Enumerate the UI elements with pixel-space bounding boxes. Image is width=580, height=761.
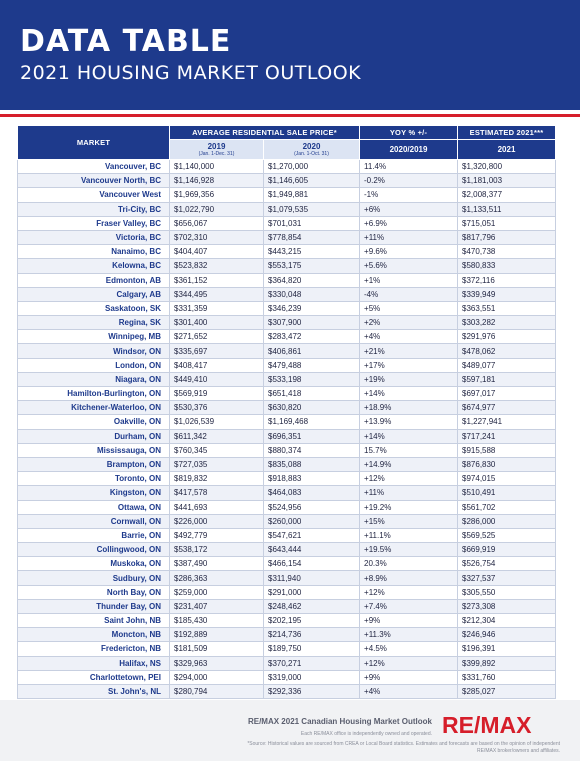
table-row (18, 443, 556, 457)
cell-price-2019: $192,889 (170, 628, 264, 642)
cell-estimate-2021: $470,738 (458, 245, 556, 259)
header-yoy: YOY % +/- (360, 126, 458, 140)
table-row (18, 543, 556, 557)
cell-yoy-change: +9% (360, 670, 458, 684)
cell-estimate-2021: $697,017 (458, 387, 556, 401)
table-row (18, 628, 556, 642)
cell-yoy-change: +1% (360, 273, 458, 287)
cell-price-2019: $819,832 (170, 472, 264, 486)
cell-estimate-2021: $327,537 (458, 571, 556, 585)
cell-market: Winnipeg, MB (18, 330, 170, 344)
cell-yoy-change: +17% (360, 358, 458, 372)
cell-yoy-change: +13.9% (360, 415, 458, 429)
cell-estimate-2021: $597,181 (458, 372, 556, 386)
cell-price-2019: $280,794 (170, 684, 264, 698)
cell-yoy-change: +18.9% (360, 401, 458, 415)
cell-estimate-2021: $285,027 (458, 684, 556, 698)
cell-estimate-2021: $974,015 (458, 472, 556, 486)
cell-market: Saint John, NB (18, 614, 170, 628)
cell-price-2020: $1,270,000 (264, 160, 360, 174)
cell-market: Kelowna, BC (18, 259, 170, 273)
cell-market: St. John's, NL (18, 684, 170, 698)
footer-ownership-note: Each RE/MAX office is independently owned and operated. (300, 731, 432, 737)
cell-market: Cornwall, ON (18, 514, 170, 528)
cell-price-2019: $656,067 (170, 216, 264, 230)
table-row (18, 599, 556, 613)
cell-market: Moncton, NB (18, 628, 170, 642)
cell-market: Toronto, ON (18, 472, 170, 486)
table-row (18, 670, 556, 684)
table-row (18, 684, 556, 698)
cell-yoy-change: +9% (360, 614, 458, 628)
cell-price-2019: $523,832 (170, 259, 264, 273)
cell-estimate-2021: $561,702 (458, 500, 556, 514)
cell-estimate-2021: $1,181,003 (458, 174, 556, 188)
table-row (18, 372, 556, 386)
cell-estimate-2021: $717,241 (458, 429, 556, 443)
subheader-2020-note: (Jan. 1-Oct. 31) (294, 150, 329, 157)
cell-price-2020: $880,374 (264, 443, 360, 457)
cell-estimate-2021: $305,550 (458, 585, 556, 599)
cell-price-2020: $1,146,605 (264, 174, 360, 188)
table-row (18, 457, 556, 471)
cell-yoy-change: +7.4% (360, 599, 458, 613)
cell-market: Sudbury, ON (18, 571, 170, 585)
cell-price-2020: $1,079,535 (264, 202, 360, 216)
cell-price-2019: $1,022,790 (170, 202, 264, 216)
cell-price-2020: $533,198 (264, 372, 360, 386)
cell-price-2020: $778,854 (264, 230, 360, 244)
cell-price-2019: $344,495 (170, 287, 264, 301)
table-row (18, 514, 556, 528)
cell-price-2020: $406,861 (264, 344, 360, 358)
cell-yoy-change: 11.4% (360, 160, 458, 174)
cell-yoy-change: +11% (360, 486, 458, 500)
cell-market: Charlottetown, PEI (18, 670, 170, 684)
cell-yoy-change: +19.5% (360, 543, 458, 557)
table-row (18, 486, 556, 500)
cell-estimate-2021: $1,320,800 (458, 160, 556, 174)
cell-price-2019: $404,407 (170, 245, 264, 259)
cell-market: Kingston, ON (18, 486, 170, 500)
cell-estimate-2021: $669,919 (458, 543, 556, 557)
cell-yoy-change: +19.2% (360, 500, 458, 514)
cell-market: Vancouver West (18, 188, 170, 202)
cell-estimate-2021: $526,754 (458, 557, 556, 571)
table-row (18, 557, 556, 571)
cell-price-2019: $331,359 (170, 301, 264, 315)
cell-price-2019: $702,310 (170, 230, 264, 244)
cell-estimate-2021: $291,976 (458, 330, 556, 344)
cell-market: Vancouver North, BC (18, 174, 170, 188)
cell-market: Halifax, NS (18, 656, 170, 670)
cell-estimate-2021: $372,116 (458, 273, 556, 287)
subheader-yoy: 2020/2019 (360, 140, 458, 160)
cell-price-2019: $271,652 (170, 330, 264, 344)
cell-price-2020: $346,239 (264, 301, 360, 315)
cell-price-2019: $231,407 (170, 599, 264, 613)
cell-price-2020: $524,956 (264, 500, 360, 514)
table-row (18, 528, 556, 542)
cell-price-2020: $553,175 (264, 259, 360, 273)
cell-price-2020: $643,444 (264, 543, 360, 557)
header-banner (0, 0, 580, 110)
cell-price-2019: $492,779 (170, 528, 264, 542)
cell-market: North Bay, ON (18, 585, 170, 599)
table-row (18, 330, 556, 344)
table-row (18, 344, 556, 358)
header-estimated: ESTIMATED 2021*** (458, 126, 556, 140)
cell-yoy-change: +4.5% (360, 642, 458, 656)
cell-price-2020: $202,195 (264, 614, 360, 628)
header-divider-red (0, 114, 580, 117)
cell-yoy-change: +12% (360, 656, 458, 670)
table-row (18, 642, 556, 656)
table-row (18, 174, 556, 188)
cell-estimate-2021: $817,796 (458, 230, 556, 244)
cell-price-2020: $292,336 (264, 684, 360, 698)
cell-market: Regina, SK (18, 316, 170, 330)
cell-estimate-2021: $1,227,941 (458, 415, 556, 429)
cell-price-2020: $479,488 (264, 358, 360, 372)
cell-yoy-change: +11% (360, 230, 458, 244)
cell-yoy-change: +6% (360, 202, 458, 216)
cell-price-2020: $311,940 (264, 571, 360, 585)
subheader-estimated: 2021 (458, 140, 556, 160)
cell-price-2020: $330,048 (264, 287, 360, 301)
cell-estimate-2021: $399,892 (458, 656, 556, 670)
subheader-2019-year: 2019 (207, 141, 226, 151)
cell-yoy-change: +21% (360, 344, 458, 358)
cell-price-2019: $569,919 (170, 387, 264, 401)
cell-price-2019: $387,490 (170, 557, 264, 571)
cell-price-2019: $301,400 (170, 316, 264, 330)
subheader-2020 (264, 140, 360, 160)
cell-market: Fredericton, NB (18, 642, 170, 656)
table-row (18, 614, 556, 628)
cell-yoy-change: +6.9% (360, 216, 458, 230)
cell-price-2020: $918,883 (264, 472, 360, 486)
cell-estimate-2021: $580,833 (458, 259, 556, 273)
cell-yoy-change: +8.9% (360, 571, 458, 585)
subheader-2019-note: (Jan. 1-Dec. 31) (198, 150, 235, 157)
cell-market: Hamilton-Burlington, ON (18, 387, 170, 401)
cell-market: Mississauga, ON (18, 443, 170, 457)
table-row (18, 656, 556, 670)
cell-yoy-change: +2% (360, 316, 458, 330)
table-row (18, 415, 556, 429)
cell-price-2019: $449,410 (170, 372, 264, 386)
cell-estimate-2021: $196,391 (458, 642, 556, 656)
cell-yoy-change: +14.9% (360, 457, 458, 471)
table-row (18, 188, 556, 202)
cell-price-2019: $408,417 (170, 358, 264, 372)
cell-price-2020: $835,088 (264, 457, 360, 471)
cell-yoy-change: +11.1% (360, 528, 458, 542)
cell-estimate-2021: $510,491 (458, 486, 556, 500)
cell-yoy-change: 15.7% (360, 443, 458, 457)
cell-price-2019: $538,172 (170, 543, 264, 557)
cell-market: Saskatoon, SK (18, 301, 170, 315)
cell-price-2019: $335,697 (170, 344, 264, 358)
cell-yoy-change: +15% (360, 514, 458, 528)
cell-market: Ottawa, ON (18, 500, 170, 514)
header-avg-price: AVERAGE RESIDENTIAL SALE PRICE* (170, 126, 360, 140)
cell-price-2020: $466,154 (264, 557, 360, 571)
cell-price-2019: $226,000 (170, 514, 264, 528)
footer (0, 700, 580, 761)
cell-price-2020: $319,000 (264, 670, 360, 684)
cell-estimate-2021: $363,551 (458, 301, 556, 315)
cell-price-2020: $696,351 (264, 429, 360, 443)
cell-price-2019: $185,430 (170, 614, 264, 628)
cell-price-2019: $181,509 (170, 642, 264, 656)
page-subtitle: 2021 HOUSING MARKET OUTLOOK (20, 62, 362, 84)
cell-price-2019: $286,363 (170, 571, 264, 585)
table-row (18, 429, 556, 443)
table-row (18, 287, 556, 301)
cell-market: Muskoka, ON (18, 557, 170, 571)
cell-estimate-2021: $715,051 (458, 216, 556, 230)
cell-price-2019: $1,969,356 (170, 188, 264, 202)
cell-estimate-2021: $303,282 (458, 316, 556, 330)
table-row (18, 472, 556, 486)
cell-yoy-change: -1% (360, 188, 458, 202)
cell-market: Fraser Valley, BC (18, 216, 170, 230)
cell-market: Barrie, ON (18, 528, 170, 542)
subheader-2019 (170, 140, 264, 160)
cell-market: Tri-City, BC (18, 202, 170, 216)
cell-price-2019: $259,000 (170, 585, 264, 599)
cell-estimate-2021: $212,304 (458, 614, 556, 628)
cell-market: Collingwood, ON (18, 543, 170, 557)
page-title: DATA TABLE (20, 24, 232, 59)
cell-estimate-2021: $273,308 (458, 599, 556, 613)
table-row (18, 160, 556, 174)
cell-price-2019: $727,035 (170, 457, 264, 471)
cell-price-2019: $1,026,539 (170, 415, 264, 429)
table-row (18, 316, 556, 330)
table-row (18, 202, 556, 216)
cell-estimate-2021: $915,588 (458, 443, 556, 457)
cell-estimate-2021: $478,062 (458, 344, 556, 358)
cell-price-2020: $1,949,881 (264, 188, 360, 202)
cell-price-2019: $441,693 (170, 500, 264, 514)
cell-yoy-change: 20.3% (360, 557, 458, 571)
cell-yoy-change: +14% (360, 387, 458, 401)
cell-yoy-change: +5% (360, 301, 458, 315)
table-row (18, 585, 556, 599)
cell-market: Victoria, BC (18, 230, 170, 244)
cell-market: Thunder Bay, ON (18, 599, 170, 613)
footer-title: RE/MAX 2021 Canadian Housing Market Outlook (247, 717, 432, 726)
table-row (18, 387, 556, 401)
cell-price-2020: $630,820 (264, 401, 360, 415)
table-row (18, 401, 556, 415)
cell-market: Calgary, AB (18, 287, 170, 301)
table-row (18, 273, 556, 287)
cell-price-2019: $611,342 (170, 429, 264, 443)
cell-estimate-2021: $674,977 (458, 401, 556, 415)
cell-price-2019: $361,152 (170, 273, 264, 287)
header-market: MARKET (18, 126, 170, 160)
table-row (18, 571, 556, 585)
cell-estimate-2021: $1,133,511 (458, 202, 556, 216)
footer-source-note: *Source: Historical values are sourced from CREA or Local Board statistics. Estimates and forecasts are based on the opinion of independent RE/MAX broker/owners and affiliates. (247, 741, 560, 754)
cell-market: Edmonton, AB (18, 273, 170, 287)
cell-estimate-2021: $569,525 (458, 528, 556, 542)
cell-estimate-2021: $2,008,377 (458, 188, 556, 202)
cell-price-2020: $651,418 (264, 387, 360, 401)
cell-price-2020: $701,031 (264, 216, 360, 230)
cell-price-2019: $329,963 (170, 656, 264, 670)
cell-price-2020: $547,621 (264, 528, 360, 542)
cell-market: Windsor, ON (18, 344, 170, 358)
cell-price-2020: $370,271 (264, 656, 360, 670)
cell-price-2019: $1,146,928 (170, 174, 264, 188)
cell-estimate-2021: $339,949 (458, 287, 556, 301)
cell-estimate-2021: $286,000 (458, 514, 556, 528)
cell-price-2020: $189,750 (264, 642, 360, 656)
table-row (18, 358, 556, 372)
cell-price-2019: $760,345 (170, 443, 264, 457)
cell-estimate-2021: $489,077 (458, 358, 556, 372)
cell-estimate-2021: $876,830 (458, 457, 556, 471)
cell-yoy-change: +12% (360, 585, 458, 599)
table-row (18, 301, 556, 315)
cell-price-2019: $530,376 (170, 401, 264, 415)
table-body (18, 160, 556, 699)
table-row (18, 216, 556, 230)
cell-yoy-change: +11.3% (360, 628, 458, 642)
housing-data-table (17, 125, 556, 699)
cell-market: Durham, ON (18, 429, 170, 443)
cell-price-2020: $443,215 (264, 245, 360, 259)
cell-price-2020: $1,169,468 (264, 415, 360, 429)
cell-market: Vancouver, BC (18, 160, 170, 174)
cell-yoy-change: +12% (360, 472, 458, 486)
cell-price-2020: $283,472 (264, 330, 360, 344)
table-row (18, 230, 556, 244)
cell-yoy-change: +19% (360, 372, 458, 386)
table-row (18, 245, 556, 259)
remax-logo (442, 712, 560, 738)
cell-price-2020: $248,462 (264, 599, 360, 613)
cell-market: London, ON (18, 358, 170, 372)
cell-price-2020: $307,900 (264, 316, 360, 330)
cell-market: Brampton, ON (18, 457, 170, 471)
cell-estimate-2021: $331,760 (458, 670, 556, 684)
cell-yoy-change: -0.2% (360, 174, 458, 188)
table-row (18, 259, 556, 273)
cell-yoy-change: +14% (360, 429, 458, 443)
cell-yoy-change: -4% (360, 287, 458, 301)
cell-price-2019: $1,140,000 (170, 160, 264, 174)
cell-market: Kitchener-Waterloo, ON (18, 401, 170, 415)
cell-yoy-change: +9.6% (360, 245, 458, 259)
cell-price-2020: $291,000 (264, 585, 360, 599)
subheader-2020-year: 2020 (302, 141, 321, 151)
cell-price-2020: $464,083 (264, 486, 360, 500)
table-row (18, 500, 556, 514)
cell-price-2019: $417,578 (170, 486, 264, 500)
remax-logo-text: RE/MAX (442, 712, 532, 738)
cell-estimate-2021: $246,946 (458, 628, 556, 642)
cell-price-2020: $364,820 (264, 273, 360, 287)
cell-price-2020: $260,000 (264, 514, 360, 528)
cell-market: Nanaimo, BC (18, 245, 170, 259)
data-table-container (17, 125, 555, 699)
cell-price-2020: $214,736 (264, 628, 360, 642)
cell-market: Oakville, ON (18, 415, 170, 429)
cell-price-2019: $294,000 (170, 670, 264, 684)
cell-yoy-change: +5.6% (360, 259, 458, 273)
cell-yoy-change: +4% (360, 684, 458, 698)
cell-market: Niagara, ON (18, 372, 170, 386)
cell-yoy-change: +4% (360, 330, 458, 344)
